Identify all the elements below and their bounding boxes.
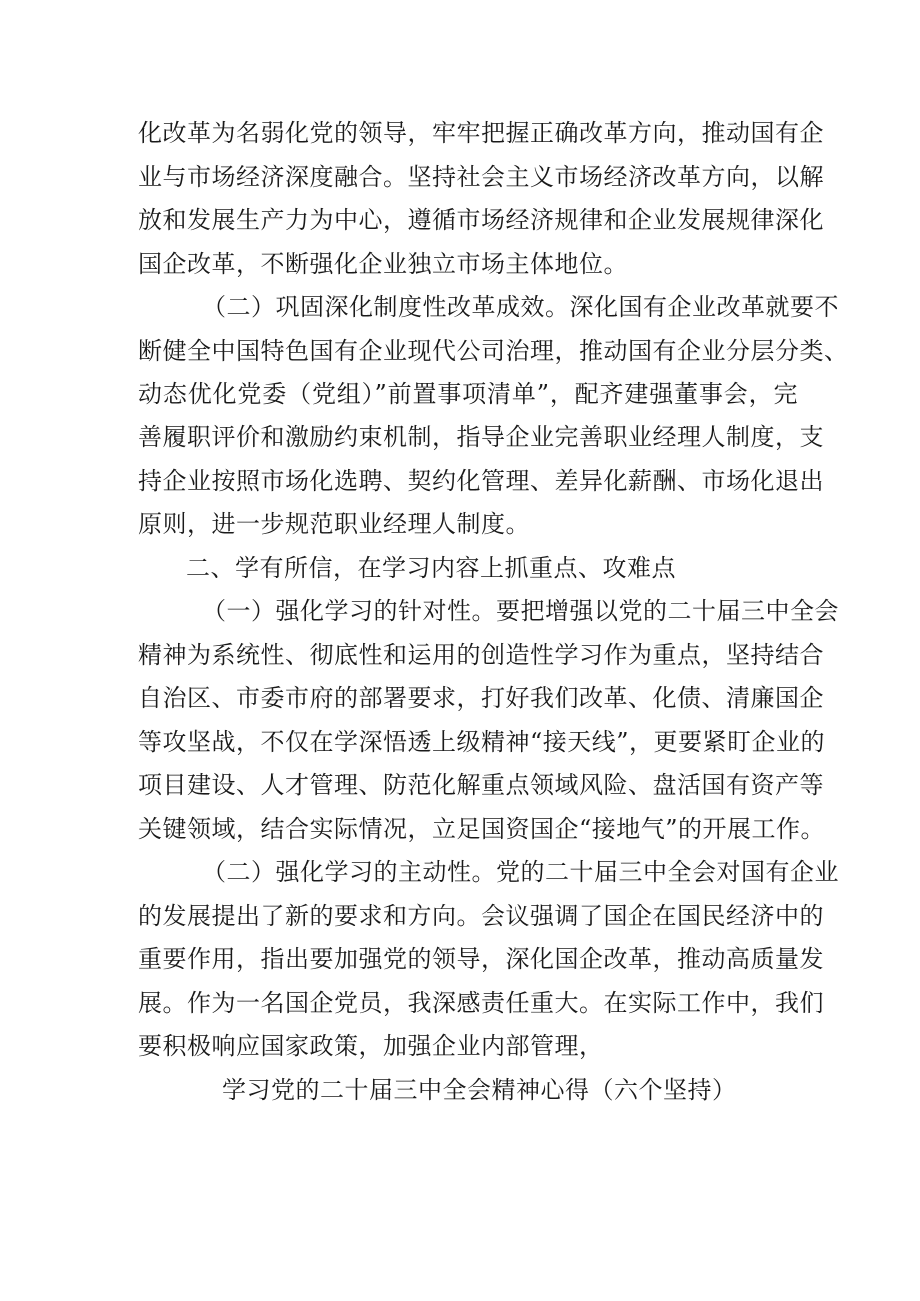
paragraph-4-line-3: 重要作用，指出要加强党的领导，深化国企改革，推动高质量发	[138, 945, 824, 973]
paragraph-1-line-3: 放和发展生产力为中心，遵循市场经济规律和企业发展规律深化	[138, 206, 824, 234]
paragraph-3-line-1: （一）强化学习的针对性。要把增强以党的二十届三中全会	[202, 597, 839, 625]
paragraph-3-line-4: 等攻坚战，不仅在学深悟透上级精神“接天线”，更要紧盯企业的	[138, 728, 826, 756]
paragraph-2-line-3: 动态优化党委（党组）”前置事项清单”，配齐建强董事会，完	[138, 380, 798, 408]
paragraph-1-line-1: 化改革为名弱化党的领导，牢牢把握正确改革方向，推动国有企	[138, 119, 824, 147]
paragraph-3-line-5: 项目建设、人才管理、防范化解重点领域风险、盘活国有资产等	[138, 771, 824, 799]
document-title: 学习党的二十届三中全会精神心得（六个坚持）	[222, 1076, 737, 1104]
paragraph-2-line-2: 断健全中国特色国有企业现代公司治理，推动国有企业分层分类、	[138, 337, 849, 365]
paragraph-4-line-5: 要积极响应国家政策，加强企业内部管理，	[138, 1032, 604, 1060]
paragraph-4-line-2: 的发展提出了新的要求和方向。会议强调了国企在国民经济中的	[138, 902, 824, 930]
paragraph-2-line-1: （二）巩固深化制度性改革成效。深化国有企业改革就要不	[202, 293, 839, 321]
paragraph-1-line-2: 业与市场经济深度融合。坚持社会主义市场经济改革方向，以解	[138, 163, 824, 191]
section-heading: 二、学有所信，在学习内容上抓重点、攻难点	[186, 554, 676, 582]
paragraph-4-line-1: （二）强化学习的主动性。党的二十届三中全会对国有企业	[202, 858, 839, 886]
paragraph-2-line-4: 善履职评价和激励约束机制，指导企业完善职业经理人制度，支	[138, 423, 824, 451]
paragraph-4-line-4: 展。作为一名国企党员，我深感责任重大。在实际工作中，我们	[138, 989, 824, 1017]
paragraph-3-line-3: 自治区、市委市府的部署要求，打好我们改革、化债、清廉国企	[138, 684, 824, 712]
paragraph-1-line-4: 国企改革，不断强化企业独立市场主体地位。	[138, 250, 628, 278]
paragraph-2-line-6: 原则，进一步规范职业经理人制度。	[138, 510, 530, 538]
paragraph-3-line-6: 关键领域，结合实际情况，立足国资国企“接地气”的开展工作。	[138, 815, 826, 843]
paragraph-3-line-2: 精神为系统性、彻底性和运用的创造性学习作为重点，坚持结合	[138, 641, 824, 669]
paragraph-2-line-5: 持企业按照市场化选聘、契约化管理、差异化薪酬、市场化退出	[138, 467, 824, 495]
